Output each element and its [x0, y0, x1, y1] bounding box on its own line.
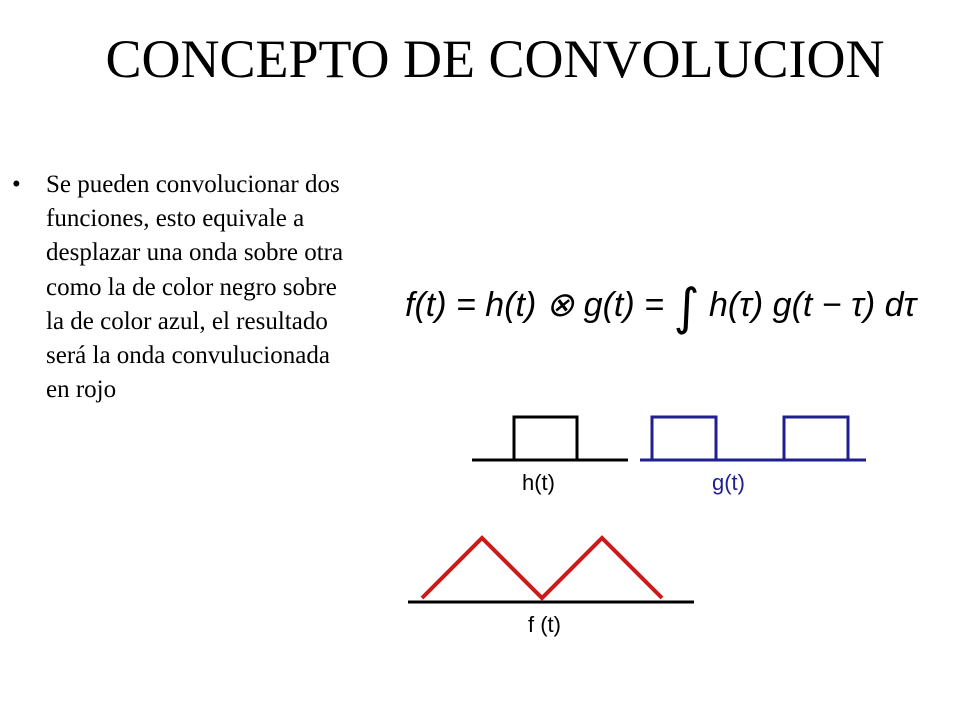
formula-equals: = [644, 286, 664, 324]
slide-title: CONCEPTO DE CONVOLUCION [105, 29, 885, 89]
g-pulse-2 [784, 417, 848, 460]
formula-rhs: h(τ) g(t − τ) dτ [708, 286, 917, 324]
f-signal [408, 538, 694, 637]
integral-symbol: ∫ [673, 278, 700, 335]
h-signal [472, 417, 628, 495]
f-label: f (t) [528, 612, 561, 637]
g-label: g(t) [712, 470, 745, 495]
f-triangle-wave [422, 538, 662, 598]
h-label: h(t) [522, 470, 555, 495]
g-signal [640, 417, 866, 495]
g-pulse-1 [652, 417, 716, 460]
bullet-text: Se pueden convolucionar dos funciones, esto equivale a desplazar una onda sobre otra como la de color negro sobre la de color azul, el resultado será la onda convulucionada en rojo [46, 171, 344, 404]
h-pulse [514, 417, 577, 460]
formula-lhs: f(t) = h(t) ⊗ g(t) [405, 286, 635, 324]
bullet-marker: • [12, 171, 21, 198]
